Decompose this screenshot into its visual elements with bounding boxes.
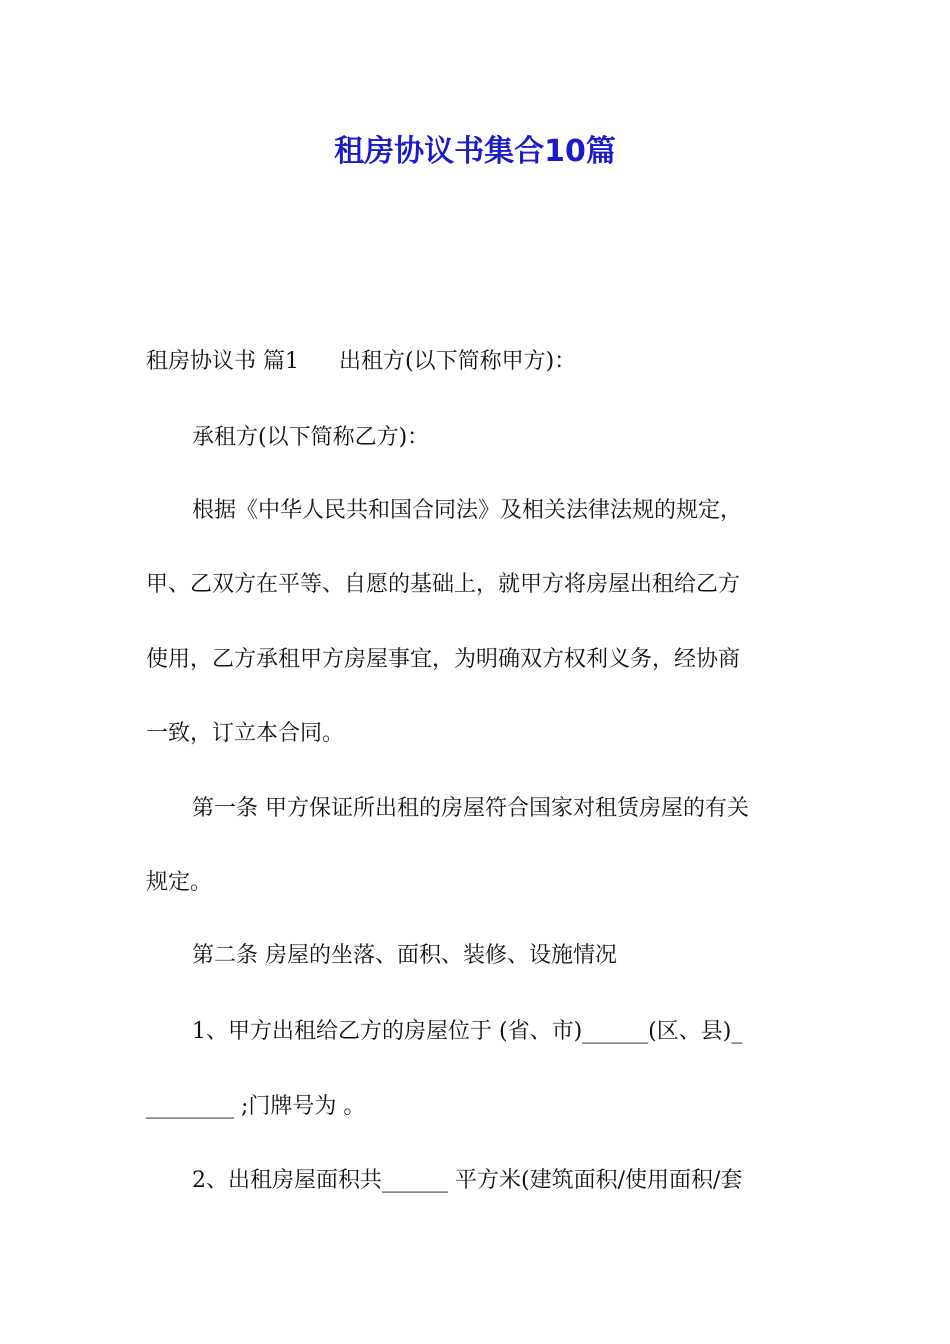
section-heading: 租房协议书 篇1 [146,349,299,374]
paragraph-line-4: 甲、乙双方在平等、自愿的基础上，就甲方将房屋出租给乙方 [146,572,741,597]
paragraph-line-3: 根据《中华人民共和国合同法》及相关法律法规的规定， [192,498,743,523]
lessee-label: 承租方(以下简称乙方)： [192,425,430,450]
document-title: 租房协议书集合10篇 [334,134,616,169]
paragraph-line-6: 一致，订立本合同。 [146,721,345,746]
paragraph-line-5: 使用，乙方承租甲方房屋事宜，为明确双方权利义务，经协商 [146,647,741,672]
paragraph-line-1 [146,347,816,377]
article-1-line-2: 规定。 [146,870,213,895]
item-1-line-1: 1、甲方出租给乙方的房屋位于 (省、市)______(区、县)_ [192,1019,743,1044]
item-1-line-2: ________ ;门牌号为 。 [146,1094,366,1119]
item-2-line-1: 2、出租房屋面积共______ 平方米(建筑面积/使用面积/套 [192,1168,743,1193]
article-1-line-1: 第一条 甲方保证所出租的房屋符合国家对租赁房屋的有关 [192,796,749,821]
lessor-label: 出租方(以下简称甲方)： [339,349,577,374]
article-2-heading: 第二条 房屋的坐落、面积、装修、设施情况 [192,943,617,968]
